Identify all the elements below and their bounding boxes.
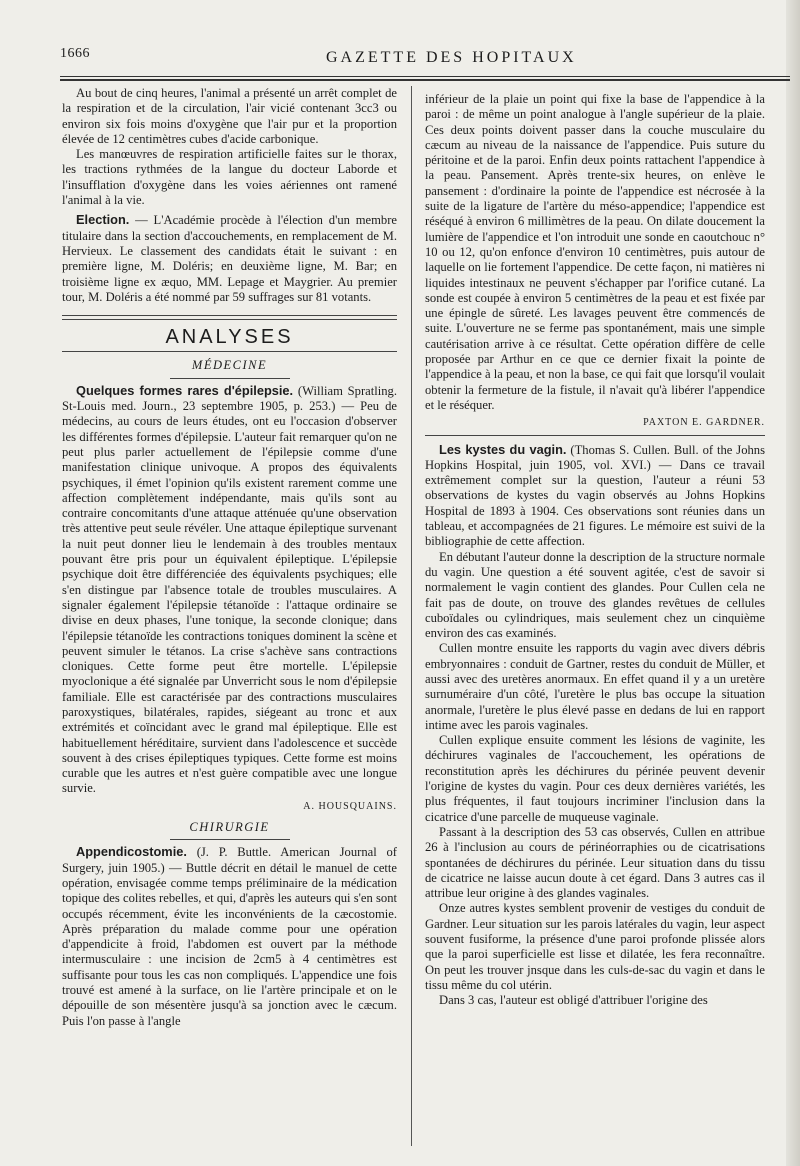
right-column <box>425 92 765 1009</box>
signature: A. HOUSQUAINS. <box>303 800 397 812</box>
epilepsie-lead: Quelques formes rares d'épilepsie. <box>76 382 294 398</box>
paragraph: Cullen montre ensuite les rapports du vagin avec divers débris embryonnaires : conduit de Gartner, restes du conduit de Müller, et aussi avec des uretères anormaux. En effet quand il y a un uretère surnuméraire d'un côté, l'uretère le plus bas occupe la situation anormale, l'uretère le plus élevé passe en dedans de lui en rapport intime avec les parois vaginales. <box>425 641 765 732</box>
page-header <box>60 44 790 74</box>
section-rule <box>62 351 397 352</box>
caecostomie-paragraph <box>62 844 397 1029</box>
paragraph: Au bout de cinq heures, l'animal a présenté un arrêt complet de la respiration et de la circulation, l'air vicié contenant 3cc3 ou environ six fois moins d'oxygène que l'air pur et la proportion élevée de 12 centimètres cubes d'acide carbonique. <box>62 86 397 146</box>
paragraph: Cullen explique ensuite comment les lésions de vaginite, les déchirures vaginales de l'accouchement, les opérations de reconstitution après les déchirures du périnée peuvent devenir l'origine de kystes du vagin. Pour ces deux dernières variétés, les plus fréquentes, il faut toujours incriminer l'inclusion dans la cicatrice d'une parcelle de muqueuse vaginale. <box>425 733 765 824</box>
page-edge <box>786 0 800 1166</box>
left-column <box>62 86 397 1029</box>
page-number: 1666 <box>60 46 90 61</box>
journal-title: GAZETTE DES HOPITAUX <box>326 49 577 66</box>
election-lead: Election. <box>76 212 130 228</box>
paragraph: En débutant l'auteur donne la description de la structure normale du vagin. Une question a été souvent agitée, c'est de savoir si normalement le vagin contient des glandes. Pour Cullen cela ne fait pas de doute, on trouve des glandes revêtues de cellules cuboïdales ou cylindriques, mais seulement chez un cinquième environ des cas examinés. <box>425 549 765 641</box>
subhead-rule <box>170 378 290 379</box>
election-paragraph <box>62 212 397 305</box>
election-text: — L'Académie procède à l'élection d'un membre titulaire dans la section d'accouchements, en remplacement de M. Hervieux. Le classement des candidats était le suivant : en première ligne, M. Doléris; en deuxième ligne, M. Bar; en troisième ligne ex æquo, MM. Lepage et Maygrier. Au premier tour, M. Doléris a été nommé par 59 suffrages sur 81 votants. <box>62 213 397 304</box>
article-rule <box>425 435 765 436</box>
paragraph: Onze autres kystes semblent provenir de vestiges du conduit de Gardner. Leur situation sur les parois latérales du vagin, leur aspect souvent fusiforme, la présence d'une paroi profonde plissée alors que la paroi superficielle est lisse et dilatée, les fera reconnaître. On peut les trouver jnsque dans les culs-de-sac du vagin et dans le tissu même du col utérin. <box>425 901 765 992</box>
paragraph: Dans 3 cas, l'auteur est obligé d'attribuer l'origine des <box>439 993 708 1008</box>
kystes-lead: Les kystes du vagin. <box>439 441 567 457</box>
caecostomie-lead: Appendicostomie. <box>76 844 187 860</box>
paragraph: Passant à la description des 53 cas observés, Cullen en attribue 26 à l'inclusion au cours de périnéorraphies ou de cicatrisations spontanées de déchirures du périnée. Leur situation dans du tissu de cicatrice ne laisse aucun doute à cet égard. Dans 3 autres cas il attribue leur origine à des glandes vaginales. <box>425 824 765 901</box>
header-rule-top <box>60 76 790 77</box>
signature: PAXTON E. GARDNER. <box>643 417 765 429</box>
kystes-text: (Thomas S. Cullen. Bull. of the Johns Hopkins Hospital, juin 1905, vol. XVI.) — Dans ce travail extrêmement complet sur la question, l'auteur a réuni 53 observations de kystes du vagin observés au Johns Hopkins Hospital de 1893 à 1904. Ces observations sont réunies dans un tableau, et accompagnées de 21 figures. Le mémoire est suivi de la bibliographie de cette affection. <box>425 442 765 549</box>
subhead-medecine: MÉDECINE <box>191 358 268 373</box>
subhead-rule <box>170 839 290 840</box>
section-title: ANALYSES <box>165 326 294 349</box>
paragraph: inférieur de la plaie un point qui fixe la base de l'appendice à la paroi : de même un point analogue à l'angle supérieur de la plaie. Ces deux points doivent passer dans la couche musculaire du cæcum au niveau de la naissance de l'appendice. Puis suture du péritoine et de la paroi. Enfin deux points rattachent l'appendice à la peau. Pansement. Après trente-six heures, on enlève le pansement : d'ordinaire la pointe de l'appendice est nécrosée à la suite de la ligature de l'artère du méso-appendice; l'appendice est réséqué à environ 6 millimètres de la peau. On dilate doucement la lumière de l'appendice et l'on introduit une sonde en caoutchouc n° 10 ou 12, qu'on enfonce d'environ 10 centimètres, puis autour de laquelle on lie fortement l'appendice. De cette façon, ni matières ni liquides intestinaux ne peuvent s'échapper par l'orifice cutané. La sonde est coupée à environ 5 centimètres de la peau et est fixée par une épingle de sûreté. Les lavages peuvent être commencés de suite. L'ouverture ne se ferme pas spontanément, mais une simple cautérisation arrive à ce résultat. Cette opération diffère de celle proposée par Arthur en ce que ce dernier fixait la pointe de l'appendice à la peau, et non la base, ce qui fait que lorsqu'il voulait obtenir la fermeture de la fistule, il n'avait qu'à libérer l'appendice et le réséquer. <box>425 92 765 412</box>
epilepsie-text: (William Spratling. St-Louis med. Journ., 23 septembre 1905, p. 253.) — Peu de médecins, au cours de leurs études, ont eu l'occasion d'observer les différentes formes d'épilepsie. L'auteur fait remarquer qu'on ne peut plus parler actuellement de l'épilepsie comme d'une manifestation clinique univoque. A propos des équivalents psychiques, il émet l'opinion qu'ils existent rarement comme une affection complètement indépendante, mais qu'ils sont au contraire concomitants d'une attaque atténuée qu'une observation très attentive peut seule révéler. Une attaque épileptique survenant la nuit peut donner lieu le lendemain à des troubles mentaux pouvant être pris pour un équivalent épileptique. L'épilepsie psychique doit être différenciée des équivalents psychiques; elle s'en distingue par l'absence totale de troubles musculaires. A signaler également l'épilepsie tétanoïde : l'attaque ordinaire se divise en deux phases, l'une tonique, la seconde clonique; dans l'épilepsie tétanoïde les contractions toniques dominent la scène et peuvent simuler le tétanos. La crise s'achève sans contractions cloniques. Cette forme peut être mortelle. L'épilepsie myoclonique a été signalée par Unverricht sous le nom d'épilepsie familiale. Elle est caractérisée par des contractions musculaires paroxystiques, bilatérales, rapides, siégeant au tronc et aux extrémités et coïncidant avec le grand mal épileptique. Elle est habituellement héréditaire, survient dans l'adolescence et succède souvent à des crises épileptiques typiques. Cette forme est moins curable que les autres et n'est guère compatible avec une longue survie. <box>62 383 397 796</box>
kystes-paragraph <box>425 442 765 550</box>
column-divider <box>411 86 412 1146</box>
paragraph: Les manœuvres de respiration artificielle faites sur le thorax, les tractions rythmées de la langue du docteur Laborde et l'insufflation d'oxygène dans les voies aériennes ont ramené l'animal à la vie. <box>62 147 397 208</box>
epilepsie-paragraph <box>62 383 397 797</box>
header-rule-bottom <box>60 79 790 81</box>
section-rule <box>62 315 397 320</box>
subhead-chirurgie: CHIRURGIE <box>189 820 270 835</box>
caecostomie-text: (J. P. Buttle. American Journal of Surgery, juin 1905.) — Buttle décrit en détail le manuel de cette opération, envisagée comme temps préliminaire de la médication topique des colites rebelles, et qui, d'après les auteurs qui s'en sont occupés récemment, évite les inconvénients de la cæcostomie. Après préparation du malade comme pour une opération d'appendicite à froid, l'abdomen est ouvert par la méthode intermusculaire : une incision de 2cm5 à 4 centimètres est suffisante pour tous les cas non compliqués. L'appendice une fois trouvé est amené à la surface, on lie l'artère principale et on le dépouille de son mésentère jusqu'à sa jonction avec le cæcum. Puis l'on passe à l'angle <box>62 845 397 1028</box>
